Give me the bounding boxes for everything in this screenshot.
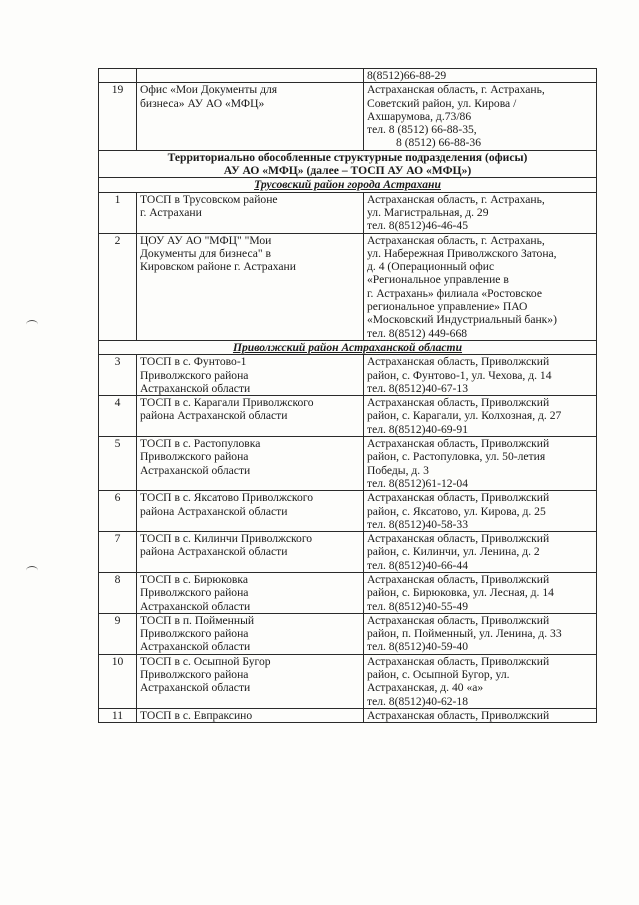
name-line: Офис «Мои Документы для <box>140 83 278 97</box>
name-line: ЦОУ АУ АО "МФЦ" "Мои <box>140 233 272 247</box>
name-line: Астраханской области <box>140 599 251 613</box>
address-line: Астраханская область, Приволжский <box>367 613 550 627</box>
address-line: район, с. Килинчи, ул. Ленина, д. 2 <box>367 545 540 559</box>
row-number: 4 <box>99 396 137 437</box>
row-number: 9 <box>99 613 137 654</box>
table-row <box>99 708 597 722</box>
name-line: Астраханской области <box>140 681 251 695</box>
office-name <box>137 396 364 437</box>
address-line: «Региональное управление в <box>367 273 509 287</box>
office-name <box>137 233 364 340</box>
row-number <box>99 69 137 83</box>
office-address <box>364 69 597 83</box>
office-name <box>137 572 364 613</box>
table-row <box>99 491 597 532</box>
table-row <box>99 69 597 83</box>
office-name <box>137 192 364 233</box>
table-row <box>99 396 597 437</box>
row-number: 5 <box>99 437 137 491</box>
office-address <box>364 708 597 722</box>
office-address <box>364 654 597 708</box>
address-line: район, п. Пойменный, ул. Ленина, д. 33 <box>367 627 562 641</box>
name-line: района Астраханской области <box>140 504 288 518</box>
address-line: Астраханская область, Приволжский <box>367 532 550 546</box>
row-number: 7 <box>99 532 137 573</box>
name-line: Приволжского района <box>140 450 249 464</box>
table-row <box>99 192 597 233</box>
address-line: Астраханская область, г. Астрахань, <box>367 233 545 247</box>
office-address <box>364 192 597 233</box>
name-line: ТОСП в с. Килинчи Приволжского <box>140 532 313 546</box>
address-line: Астраханская область, Приволжский <box>367 355 550 369</box>
row-number: 6 <box>99 491 137 532</box>
address-line: район, с. Бирюковка, ул. Лесная, д. 14 <box>367 586 554 600</box>
district-row <box>99 178 597 192</box>
address-line: «Московский Индустриальный банк») <box>367 313 557 327</box>
address-line: Советский район, ул. Кирова / <box>367 96 517 110</box>
address-line: Астраханская область, г. Астрахань, <box>367 83 545 97</box>
name-line: бизнеса» АУ АО «МФЦ» <box>140 96 265 110</box>
office-address <box>364 396 597 437</box>
row-number: 3 <box>99 355 137 396</box>
office-address <box>364 572 597 613</box>
office-name <box>137 532 364 573</box>
name-line: Приволжского района <box>140 368 249 382</box>
address-line: тел. 8(8512)40-66-44 <box>367 558 469 572</box>
address-line: 8 (8512) 66-88-36 <box>396 136 482 150</box>
name-line: ТОСП в с. Карагали Приволжского <box>140 396 314 410</box>
name-line: ТОСП в с. Фунтово-1 <box>140 355 247 369</box>
office-name <box>137 355 364 396</box>
address-line: район, с. Растопуловка, ул. 50-летия <box>367 450 546 464</box>
address-line: Астраханская область, Приволжский <box>367 708 550 722</box>
row-number: 10 <box>99 654 137 708</box>
address-line: Астраханская область, г. Астрахань, <box>367 192 545 206</box>
table-row <box>99 532 597 573</box>
address-line: тел. 8(8512)40-58-33 <box>367 517 469 531</box>
address-line: тел. 8(8512)61-12-04 <box>367 476 469 490</box>
address-line: район, с. Яксатово, ул. Кирова, д. 25 <box>367 504 546 518</box>
name-line: ТОСП в п. Пойменный <box>140 613 255 627</box>
name-line: Астраханской области <box>140 640 251 654</box>
district-row <box>99 340 597 354</box>
heading-line: АУ АО «МФЦ» (далее – ТОСП АУ АО «МФЦ») <box>223 164 472 178</box>
address-line: Астраханская, д. 40 «а» <box>367 681 484 695</box>
offices-table <box>98 68 597 723</box>
name-line: ТОСП в с. Евпраксино <box>140 708 253 722</box>
name-line: Приволжского района <box>140 668 249 682</box>
address-line: тел. 8(8512)40-55-49 <box>367 599 469 613</box>
punch-hole-mark <box>26 566 38 575</box>
name-line: ТОСП в с. Яксатово Приволжского <box>140 491 314 505</box>
name-line: Кировском районе г. Астрахани <box>140 260 296 274</box>
name-line: Приволжского района <box>140 586 249 600</box>
name-line: ТОСП в с. Осыпной Бугор <box>140 654 271 668</box>
address-line: д. 4 (Операционный офис <box>367 260 495 274</box>
address-line: 8(8512)66-88-29 <box>367 69 447 82</box>
address-line: Астраханская область, Приволжский <box>367 437 550 451</box>
table-row <box>99 83 597 150</box>
office-name <box>137 708 364 722</box>
table-row <box>99 572 597 613</box>
office-name <box>137 69 364 83</box>
address-line: тел. 8(8512)40-59-40 <box>367 640 469 654</box>
address-line: Астраханская область, Приволжский <box>367 654 550 668</box>
office-name <box>137 654 364 708</box>
name-line: ТОСП в Трусовском районе <box>140 192 278 206</box>
table-row <box>99 654 597 708</box>
office-name <box>137 613 364 654</box>
name-line: ТОСП в с. Растопуловка <box>140 437 261 451</box>
table-row <box>99 613 597 654</box>
office-address <box>364 491 597 532</box>
row-number: 1 <box>99 192 137 233</box>
address-line: ул. Магистральная, д. 29 <box>367 205 489 219</box>
table-row <box>99 437 597 491</box>
office-address <box>364 355 597 396</box>
office-name <box>137 491 364 532</box>
row-number: 11 <box>99 708 137 722</box>
name-line: Документы для бизнеса" в <box>140 246 272 260</box>
punch-hole-mark <box>26 320 38 329</box>
name-line: ТОСП в с. Бирюковка <box>140 572 249 586</box>
address-line: тел. 8(8512) 449-668 <box>367 326 468 340</box>
address-line: Астраханская область, Приволжский <box>367 572 550 586</box>
address-line: региональное управление» ПАО <box>367 300 528 314</box>
address-line: Астраханская область, Приволжский <box>367 396 550 410</box>
name-line: Приволжского района <box>140 627 249 641</box>
office-address <box>364 532 597 573</box>
address-line: Ахшарумова, д.73/86 <box>367 109 472 123</box>
district-title: Трусовский район города Астрахани <box>99 178 597 192</box>
name-line: района Астраханской области <box>140 409 288 423</box>
heading-line: Территориально обособленные структурные подразделения (офисы) <box>167 150 528 164</box>
row-number: 2 <box>99 233 137 340</box>
address-line: район, с. Карагали, ул. Колхозная, д. 27 <box>367 409 562 423</box>
address-line: тел. 8 (8512) 66-88-35, <box>367 123 477 137</box>
address-line: тел. 8(8512)40-62-18 <box>367 694 469 708</box>
name-line: Астраханской области <box>140 463 251 477</box>
address-line: район, с. Осыпной Бугор, ул. <box>367 668 510 682</box>
address-line: г. Астрахань» филиала «Ростовское <box>367 286 542 300</box>
row-number: 8 <box>99 572 137 613</box>
address-line: район, с. Фунтово-1, ул. Чехова, д. 14 <box>367 368 552 382</box>
address-line: тел. 8(8512)40-69-91 <box>367 422 469 436</box>
name-line: г. Астрахани <box>140 205 202 219</box>
office-address <box>364 83 597 150</box>
office-address <box>364 613 597 654</box>
address-line: тел. 8(8512)46-46-45 <box>367 219 469 233</box>
name-line: района Астраханской области <box>140 545 288 559</box>
office-address <box>364 437 597 491</box>
name-line: Астраханской области <box>140 381 251 395</box>
office-address <box>364 233 597 340</box>
address-line: ул. Набережная Приволжского Затона, <box>367 246 557 260</box>
address-line: Победы, д. 3 <box>367 463 429 477</box>
address-line: тел. 8(8512)40-67-13 <box>367 381 469 395</box>
office-name <box>137 437 364 491</box>
table-row <box>99 355 597 396</box>
row-number: 19 <box>99 83 137 150</box>
district-title: Приволжский район Астраханской области <box>99 340 597 354</box>
address-line: Астраханская область, Приволжский <box>367 491 550 505</box>
office-name <box>137 83 364 150</box>
section-heading <box>99 150 597 178</box>
table-row <box>99 233 597 340</box>
table-heading-row <box>99 150 597 178</box>
